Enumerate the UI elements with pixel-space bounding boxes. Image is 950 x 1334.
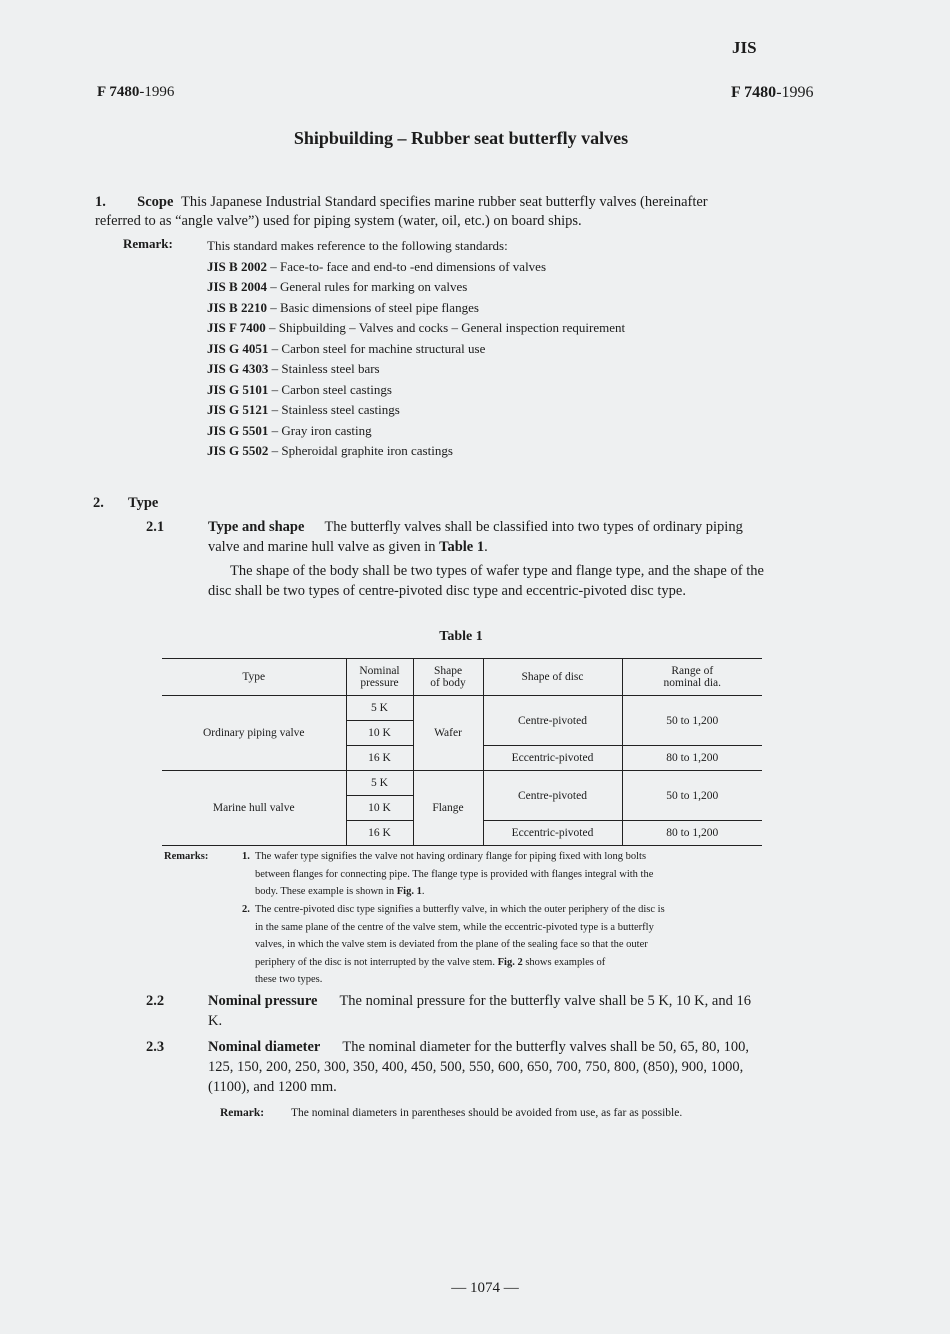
col-header-pressure: Nominal pressure <box>346 659 413 696</box>
header-left-code: F 7480-1996 <box>97 84 175 100</box>
range-cell: 50 to 1,200 <box>622 696 762 746</box>
type-cell-ordinary: Ordinary piping valve <box>162 696 346 771</box>
range-cell: 80 to 1,200 <box>622 821 762 846</box>
type-section-number: 2. <box>93 495 104 511</box>
header-right-code: F 7480-1996 <box>731 84 814 101</box>
pressure-cell: 5 K <box>346 696 413 721</box>
scope-number: 1. <box>95 194 106 210</box>
table-row <box>162 696 762 721</box>
remark-2-text: The centre-pivoted disc type signifies a butterfly valve, in which the outer periphery of the disc is in the same plane of the centre of the valve stem, while the eccentric-pivoted type is a butterfly valves, in which the valve stem is deviated from the plane of the sealing face so that the outer periphery of the disc is not interrupted by the valve stem. Fig. 2 shows examples of these two types. <box>255 904 665 985</box>
remark-2-number: 2. <box>242 904 250 915</box>
reference-item: JIS F 7400 – Shipbuilding – Valves and cocks – General inspection requirement <box>207 320 626 335</box>
col-header-type: Type <box>162 659 346 696</box>
pressure-cell: 10 K <box>346 796 413 821</box>
reference-list <box>207 236 625 462</box>
col-header-body: Shape of body <box>413 659 483 696</box>
body-cell-flange: Flange <box>413 771 483 846</box>
reference-item: JIS G 4051 – Carbon steel for machine structural use <box>207 340 486 356</box>
reference-item: JIS B 2210 – Basic dimensions of steel pipe flanges <box>207 299 479 315</box>
disc-cell: Centre-pivoted <box>483 696 622 746</box>
diameter-remark-label: Remark: <box>220 1107 265 1119</box>
pressure-cell: 5 K <box>346 771 413 796</box>
pressure-cell: 16 K <box>346 746 413 771</box>
type-cell-marine: Marine hull valve <box>162 771 346 846</box>
scope-heading: Scope <box>137 194 174 210</box>
remark-1-text: The wafer type signifies the valve not having ordinary flange for piping fixed with long bolts between flanges for connecting pipe. The flange type is provided with flanges integral with the body. These example is shown in Fig. 1. <box>255 851 654 897</box>
diameter-remark-text: The nominal diameters in parentheses should be avoided from use, as far as possible. <box>291 1107 683 1119</box>
reference-item: JIS G 5502 – Spheroidal graphite iron castings <box>207 443 453 458</box>
document-title: Shipbuilding – Rubber seat butterfly valves <box>293 128 629 148</box>
diameter-paragraph: Nominal diameter The nominal diameter for the butterfly valves shall be 50, 65, 80, 100, 125, 150, 200, 250, 300, 350, 400, 450, 500, 550, 600, 650, 700, 750, 800, (850), 900, 1000, (1100), and 1200 mm. <box>208 1039 750 1095</box>
reference-item: JIS G 5101 – Carbon steel castings <box>207 381 392 397</box>
table-header-row <box>162 659 762 696</box>
remark-1-number: 1. <box>242 851 250 862</box>
type-and-shape-paragraph: Type and shape The butterfly valves shall be classified into two types of ordinary piping valve and marine hull valve as given in Table 1. The shape of the body shall be two types of wafer type and flange type, and the shape of the disc shall be two types of centre-pivoted disc type and eccentric-pivoted disc type. <box>208 519 764 599</box>
col-header-range: Range of nominal dia. <box>622 659 762 696</box>
reference-item: JIS G 5501 – Gray iron casting <box>207 422 372 438</box>
pressure-paragraph: Nominal pressure The nominal pressure for the butterfly valve shall be 5 K, 10 K, and 16 K. <box>208 993 751 1029</box>
pressure-section-number: 2.2 <box>146 993 165 1009</box>
scope-remark-label: Remark: <box>123 236 173 251</box>
disc-cell: Centre-pivoted <box>483 771 622 821</box>
type-sub1-number: 2.1 <box>146 519 165 535</box>
reference-item: JIS B 2002 – Face-to- face and end-to -end dimensions of valves <box>207 258 547 274</box>
pressure-cell: 16 K <box>346 821 413 846</box>
type-section-heading: Type <box>128 495 159 511</box>
range-cell: 80 to 1,200 <box>622 746 762 771</box>
table-1 <box>162 658 762 846</box>
body-cell-wafer: Wafer <box>413 696 483 771</box>
reference-intro: This standard makes reference to the following standards: <box>207 238 508 253</box>
range-cell: 50 to 1,200 <box>622 771 762 821</box>
disc-cell: Eccentric-pivoted <box>483 746 622 771</box>
table-remarks-label: Remarks: <box>164 851 209 862</box>
pressure-cell: 10 K <box>346 721 413 746</box>
disc-cell: Eccentric-pivoted <box>483 821 622 846</box>
reference-item: JIS B 2004 – General rules for marking on valves <box>207 279 468 294</box>
table-caption: Table 1 <box>439 629 483 644</box>
diameter-section-number: 2.3 <box>146 1039 165 1055</box>
page-number: — 1074 — <box>451 1280 519 1296</box>
reference-item: JIS G 5121 – Stainless steel castings <box>207 402 400 417</box>
table-row <box>162 771 762 796</box>
reference-item: JIS G 4303 – Stainless steel bars <box>207 361 380 376</box>
jis-mark: JIS <box>732 38 757 57</box>
col-header-disc: Shape of disc <box>483 659 622 696</box>
scope-paragraph: 1. Scope This Japanese Industrial Standard specifies marine rubber seat butterfly valves (hereinafter referred to as “angle valve”) used for piping system (water, oil, etc.) on board ships. <box>95 194 708 229</box>
